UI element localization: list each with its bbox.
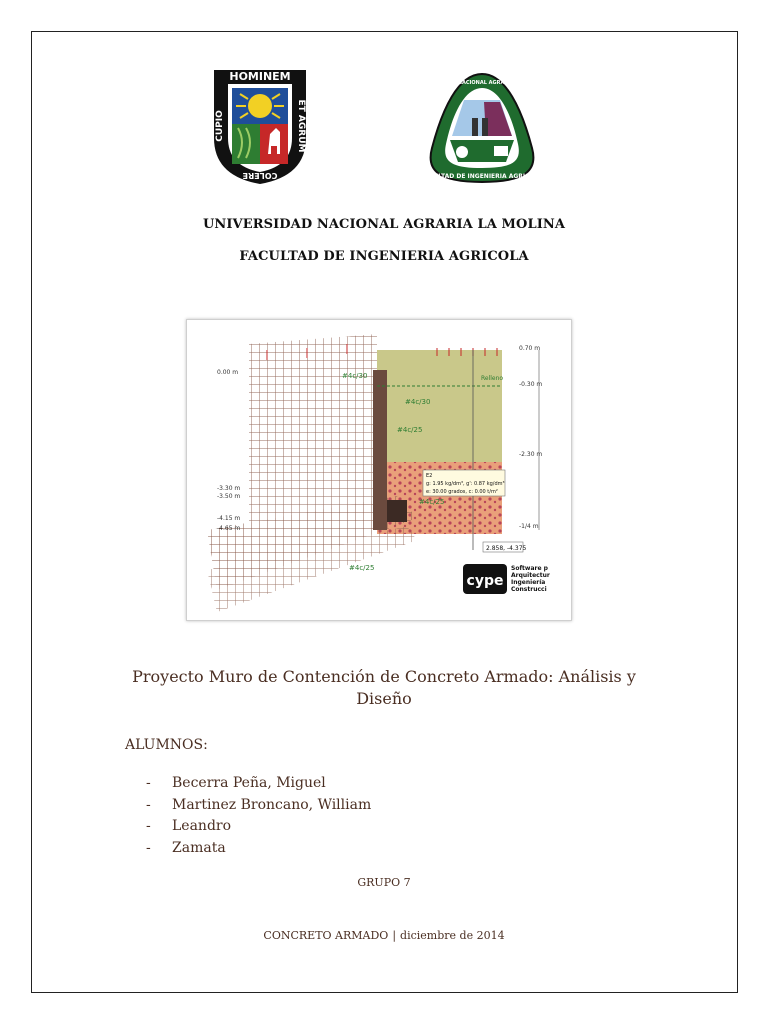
student-name: Becerra Peña, Miguel <box>172 775 326 791</box>
left-dim-2: -3.30 m <box>217 485 241 492</box>
retaining-wall-figure <box>186 319 572 621</box>
dim-label-2: -0.30 m <box>519 381 543 388</box>
list-item: - Leandro <box>146 818 232 834</box>
left-dim-5: -4.65 m <box>217 525 241 532</box>
group-label: GRUPO 7 <box>357 876 411 889</box>
list-item: - Martinez Broncano, William <box>146 796 372 813</box>
list-item: - Zamata <box>146 839 226 856</box>
faculty-logo-ring-text: UNIVERSIDAD NACIONAL AGRARIA LA MOLINA <box>417 80 547 86</box>
brand-line-4: Construcci <box>511 586 547 593</box>
soil-label-3: e: 30.00 grados, c: 0.00 t/m² <box>426 489 498 495</box>
rebar-label-1: #4c/30 <box>342 372 368 380</box>
faculty-logo-text: FACULTAD DE INGENIERIA AGRICOLA <box>420 173 544 180</box>
university-name: UNIVERSIDAD NACIONAL AGRARIA LA MOLINA <box>202 217 566 232</box>
course-name: CONCRETO ARMADO <box>263 929 389 942</box>
left-dim-3: -3.50 m <box>217 493 241 500</box>
logo-motto-left: CUPIO <box>215 110 225 142</box>
retaining-wall-render <box>187 320 571 620</box>
faculty-logo <box>417 70 547 186</box>
footer <box>0 929 768 942</box>
coord-label: 2.858, -4.375 <box>486 545 527 552</box>
faculty-name: FACULTAD DE INGENIERIA AGRICOLA <box>239 249 529 264</box>
student-name: Zamata <box>172 839 226 856</box>
logo-motto-right: ET AGRUM <box>296 99 306 153</box>
soil-label-2: g: 1.95 kg/dm³, g': 0.87 kg/dm³ <box>426 481 505 487</box>
university-shield-logo <box>208 66 312 186</box>
relleno-label: Relleno <box>481 375 504 382</box>
dim-label-3: -2.30 m <box>519 451 543 458</box>
cype-logo: cype <box>466 573 504 589</box>
dim-label-top: 0.70 m <box>519 345 541 352</box>
soil-label-1: E2 <box>426 473 433 479</box>
list-item: - Becerra Peña, Miguel <box>146 775 326 791</box>
logo-motto-bottom: COLERE <box>242 171 278 180</box>
student-name: Leandro <box>172 818 232 834</box>
document-date: diciembre de 2014 <box>400 929 505 942</box>
footer-separator: | <box>392 929 397 942</box>
students-list <box>146 773 371 859</box>
brand-line-3: Ingeniería <box>511 579 546 586</box>
logo-motto-top: HOMINEM <box>229 70 291 83</box>
students-heading: ALUMNOS: <box>125 737 208 753</box>
rebar-label-4: #4c/25 <box>419 498 445 506</box>
dim-label-4: -1/4 m <box>519 523 539 530</box>
rebar-label-3: #4c/25 <box>397 426 423 434</box>
left-dim-1: 0.00 m <box>217 369 239 376</box>
brand-line-1: Software p <box>511 565 548 572</box>
brand-line-2: Arquitectur <box>511 572 550 579</box>
project-title: Proyecto Muro de Contención de Concreto Armado: Análisis y Diseño <box>132 667 636 708</box>
rebar-label-2: #4c/30 <box>405 398 431 406</box>
left-dim-4: -4.15 m <box>217 515 241 522</box>
student-name: Martinez Broncano, William <box>172 796 372 813</box>
rebar-label-5: #4c/25 <box>349 564 375 572</box>
